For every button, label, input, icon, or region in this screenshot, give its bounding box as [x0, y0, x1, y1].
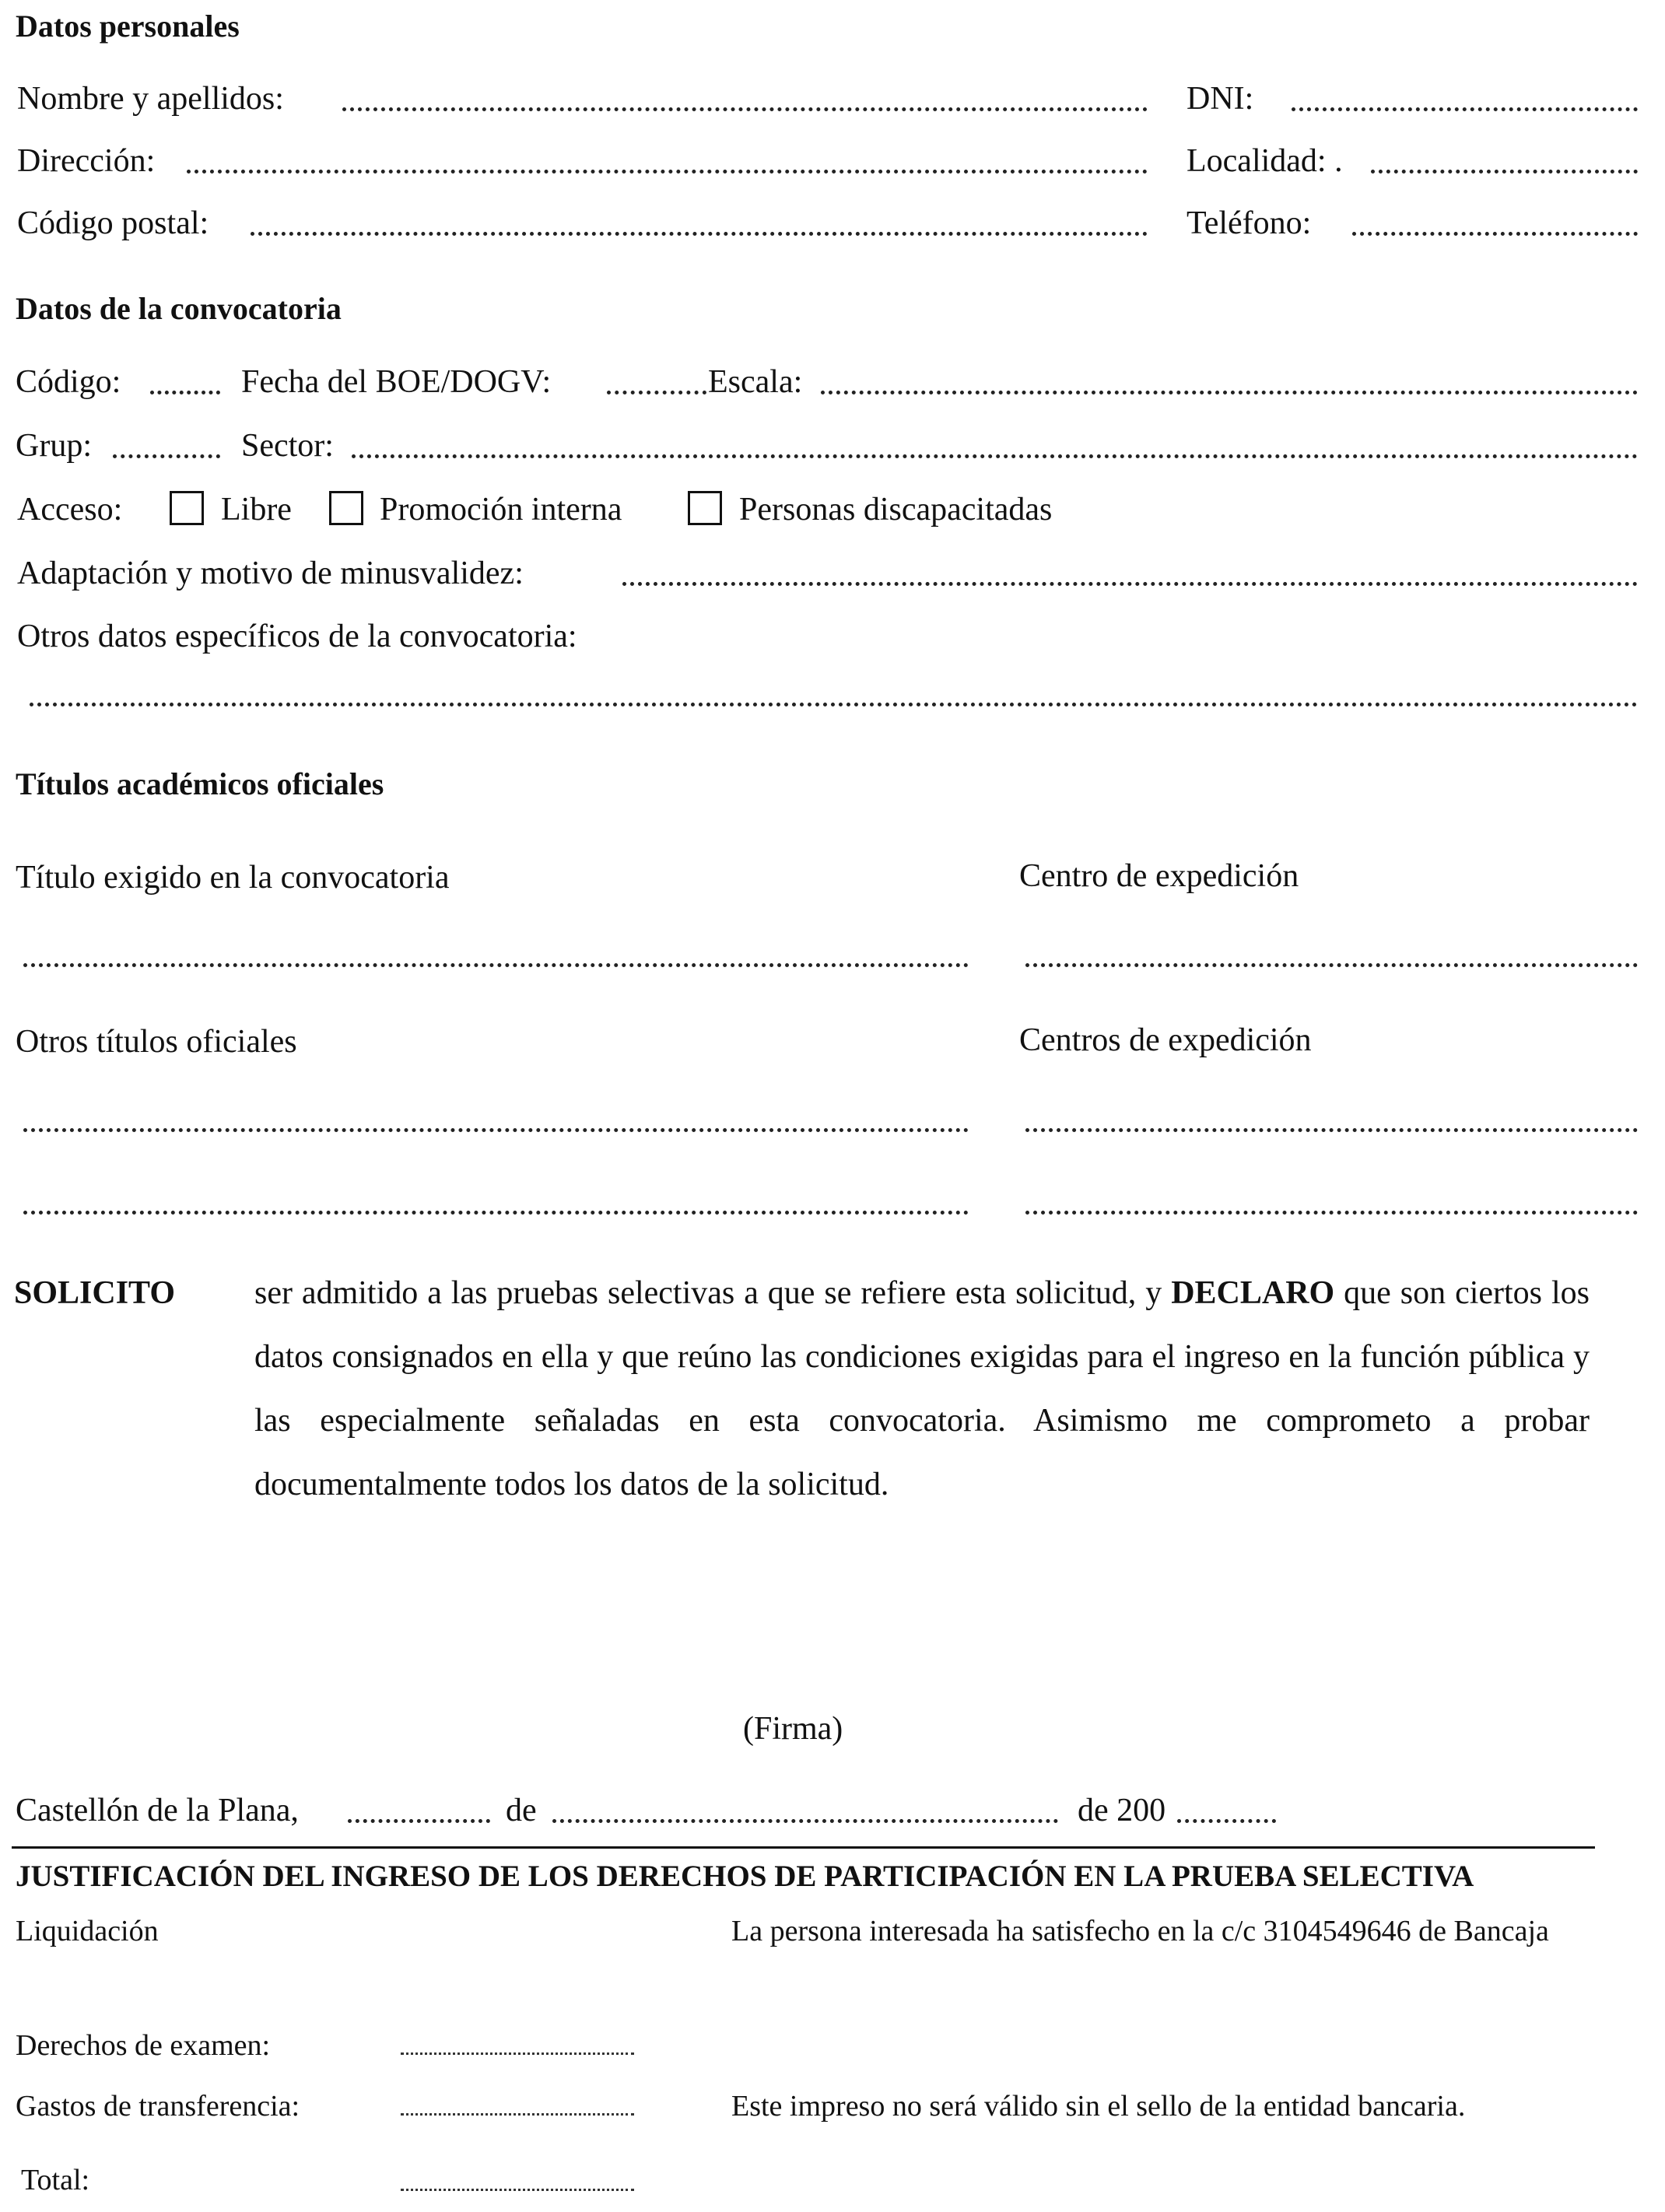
access-label: Acceso: [17, 492, 123, 528]
access-libre-checkbox[interactable] [170, 491, 204, 525]
scale-label: Escala: [708, 364, 803, 400]
required-title-label: Título exigido en la convocatoria [16, 860, 450, 896]
postal-code-label: Código postal: [17, 205, 209, 241]
sector-label: Sector: [241, 428, 334, 464]
transfer-fees-label: Gastos de transferencia: [16, 2090, 300, 2123]
declaro-keyword: DECLARO [1171, 1275, 1335, 1311]
exam-fees-field[interactable] [401, 2052, 634, 2055]
section-heading-personal: Datos personales [16, 9, 240, 44]
other-title-field-2[interactable] [23, 1211, 969, 1215]
phone-label: Teléfono: [1187, 205, 1312, 241]
declaration-paragraph: ser admitido a las pruebas selectivas a que se refiere esta solicitud, y DECLARO que son ciertos los datos consignados en ella y que reúno las condiciones exigidas para el ingreso en la función pública y las especialmente señaladas en esta convocatoria. Asimismo me comprometo a probar documentalmente todos los datos de la solicitud. [254, 1275, 1590, 1502]
other-center-field-1[interactable] [1025, 1128, 1638, 1132]
liquidation-label: Liquidación [16, 1915, 159, 1947]
adaptation-label: Adaptación y motivo de minusvalidez: [17, 556, 524, 591]
other-center-field-2[interactable] [1025, 1211, 1638, 1215]
access-libre-label: Libre [221, 492, 292, 528]
group-label: Grup: [16, 428, 92, 464]
section-heading-convocatoria: Datos de la convocatoria [16, 291, 342, 326]
access-discapacitadas-checkbox[interactable] [688, 491, 722, 525]
name-label: Nombre y apellidos: [17, 81, 284, 117]
access-promocion-label: Promoción interna [380, 492, 622, 528]
locality-field[interactable] [1371, 170, 1638, 174]
issuing-center-label: Centro de expedición [1019, 858, 1299, 894]
adaptation-field[interactable] [622, 582, 1638, 586]
required-title-field[interactable] [23, 963, 969, 967]
group-field[interactable] [113, 454, 220, 458]
issuing-center-field[interactable] [1025, 963, 1638, 967]
dni-label: DNI: [1187, 81, 1254, 117]
sector-field[interactable] [352, 454, 1638, 458]
scale-field[interactable] [821, 391, 1638, 394]
payment-text: La persona interesada ha satisfecho en la c/c 3104549646 de Bancaja [731, 1915, 1549, 1947]
address-field[interactable] [187, 170, 1148, 174]
stamp-note: Este impreso no será válido sin el sello de la entidad bancaria. [731, 2090, 1466, 2123]
total-field[interactable] [401, 2189, 634, 2191]
other-data-field[interactable] [30, 703, 1638, 706]
address-label: Dirección: [17, 143, 156, 179]
locality-label: Localidad: . [1187, 143, 1343, 179]
other-data-label: Otros datos específicos de la convocatoria: [17, 619, 577, 654]
month-field[interactable] [552, 1819, 1058, 1823]
phone-field[interactable] [1352, 232, 1638, 236]
de-label-2: de 200 [1078, 1793, 1166, 1828]
date-field[interactable] [607, 391, 706, 394]
section-heading-titles: Títulos académicos oficiales [16, 766, 384, 801]
solicito-keyword: SOLICITO [14, 1275, 175, 1311]
justification-heading: JUSTIFICACIÓN DEL INGRESO DE LOS DERECHOS DE PARTICIPACIÓN EN LA PRUEBA SELECTIVA [16, 1860, 1474, 1893]
postal-code-field[interactable] [251, 232, 1148, 236]
access-promocion-checkbox[interactable] [329, 491, 363, 525]
dni-field[interactable] [1292, 107, 1638, 111]
other-title-field-1[interactable] [23, 1128, 969, 1132]
transfer-fees-field[interactable] [401, 2113, 634, 2116]
year-field[interactable] [1177, 1819, 1276, 1823]
date-label: Fecha del BOE/DOGV: [241, 364, 552, 400]
place-label: Castellón de la Plana, [16, 1793, 299, 1828]
code-label: Código: [16, 364, 121, 400]
access-discapacitadas-label: Personas discapacitadas [739, 492, 1053, 528]
other-titles-label: Otros títulos oficiales [16, 1024, 297, 1060]
de-label-1: de [506, 1793, 537, 1828]
section-divider [12, 1846, 1595, 1849]
total-label: Total: [21, 2164, 90, 2196]
day-field[interactable] [348, 1819, 490, 1823]
signature-label: (Firma) [743, 1711, 843, 1747]
exam-fees-label: Derechos de examen: [16, 2029, 271, 2062]
code-field[interactable] [150, 391, 220, 394]
name-field[interactable] [342, 107, 1148, 111]
issuing-centers-label: Centros de expedición [1019, 1022, 1312, 1058]
